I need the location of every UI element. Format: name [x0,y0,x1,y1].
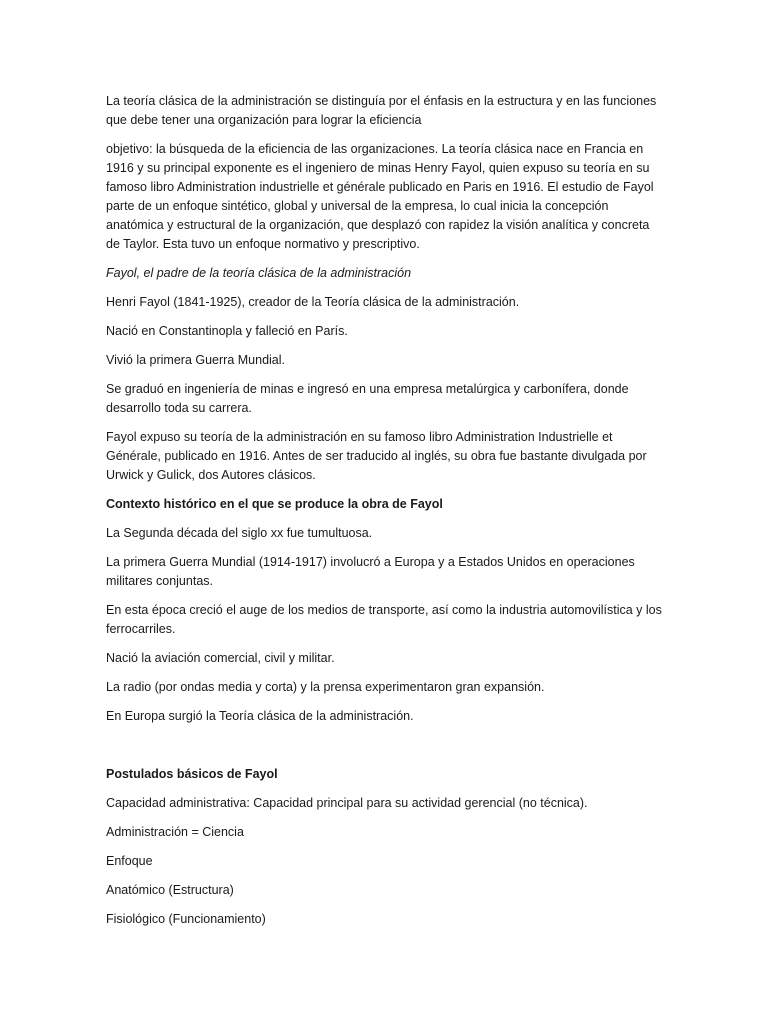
document-page [106,92,666,939]
focus-item: Anatómico (Estructura) [106,883,234,897]
context-paragraph: La radio (por ondas media y corta) y la prensa experimentaron gran expansión. [106,680,545,694]
focus-heading: Enfoque [106,854,153,868]
bio-paragraph: Vivió la primera Guerra Mundial. [106,353,286,367]
context-paragraph: Nació la aviación comercial, civil y militar. [106,651,335,665]
bio-paragraph: Nació en Constantinopla y falleció en París. [106,324,348,338]
intro-paragraph: La teoría clásica de la administración se distinguía por el énfasis en la estructura y en las funciones que debe tener una organización para lograr la eficiencia [106,94,657,127]
postulate-item: Capacidad administrativa: Capacidad principal para su actividad gerencial (no técnica). [106,796,588,810]
context-paragraph: La Segunda década del siglo xx fue tumultuosa. [106,526,373,540]
bio-paragraph: Se graduó en ingeniería de minas e ingresó en una empresa metalúrgica y carbonífera, donde desarrollo toda su carrera. [106,382,629,415]
fayol-heading: Fayol, el padre de la teoría clásica de la administración [106,266,412,280]
objective-paragraph: objetivo: la búsqueda de la eficiencia de las organizaciones. La teoría clásica nace en Francia en 1916 y su principal exponente es el ingeniero de minas Henry Fayol, quien expuso su teoría en su famoso libro Administration industrielle et générale publicado en Paris en 1916. El estudio de Fayol parte de un enfoque sintético, global y universal de la empresa, lo cual inicia la concepción anatómica y estructural de la organización, que desplazó con rapidez la visión analítica y concreta de Taylor. Esta tuvo un enfoque normativo y prescriptivo. [106,142,654,251]
spacer [106,736,666,765]
bio-paragraph: Henri Fayol (1841-1925), creador de la Teoría clásica de la administración. [106,295,520,309]
context-paragraph: En esta época creció el auge de los medios de transporte, así como la industria automovilística y los ferrocarriles. [106,603,662,636]
postulate-item: Administración = Ciencia [106,825,244,839]
context-paragraph: En Europa surgió la Teoría clásica de la administración. [106,709,414,723]
bio-paragraph: Fayol expuso su teoría de la administración en su famoso libro Administration Industrielle et Générale, publicado en 1916. Antes de ser traducido al inglés, su obra fue bastante divulgada por Urwick y Gulick, dos Autores clásicos. [106,430,647,482]
context-heading: Contexto histórico en el que se produce la obra de Fayol [106,497,443,511]
context-paragraph: La primera Guerra Mundial (1914-1917) involucró a Europa y a Estados Unidos en operaciones militares conjuntas. [106,555,635,588]
postulates-heading: Postulados básicos de Fayol [106,767,278,781]
focus-item: Fisiológico (Funcionamiento) [106,912,266,926]
